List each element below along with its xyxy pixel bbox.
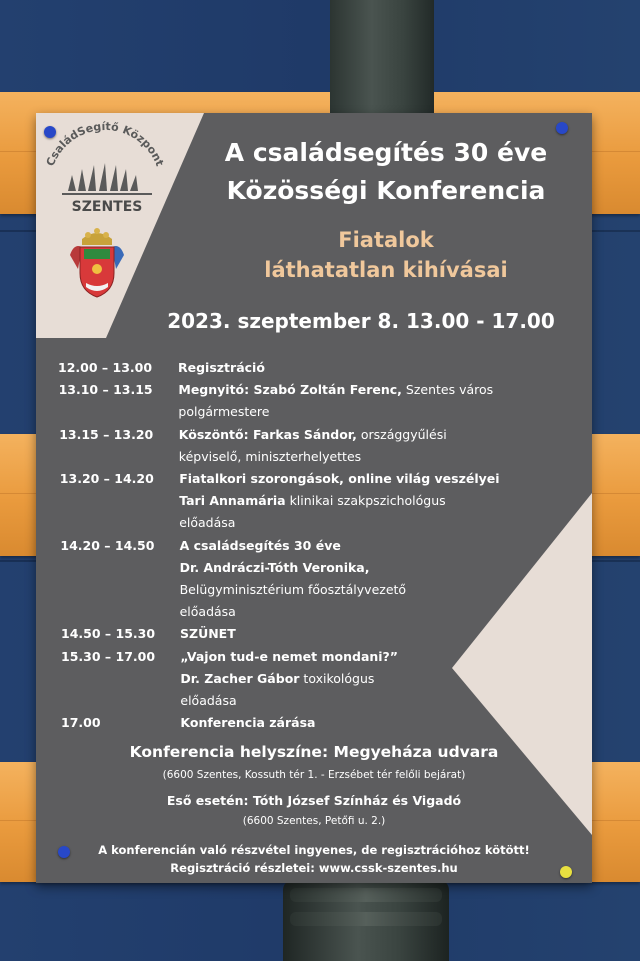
schedule-line-bold: Regisztráció [178, 360, 265, 375]
schedule-line-text: képviselő, miniszterhelyettes [178, 448, 362, 464]
venue-rain-address: (6600 Szentes, Petőfi u. 2.) [242, 815, 386, 827]
schedule-time: 17.00 [61, 715, 101, 731]
schedule-line [178, 379, 538, 401]
schedule-line [179, 424, 539, 446]
poster-title-line1: A családsegítés 30 éve [224, 138, 548, 167]
schedule-description [179, 424, 539, 468]
schedule-description [180, 646, 540, 712]
schedule-line-bold: Dr. Zacher Gábor [180, 670, 300, 686]
schedule-time: 14.50 – 15.30 [61, 626, 156, 642]
footer-registration: Regisztráció részletei: www.cssk-szentes.hu [170, 861, 458, 875]
poster-subtitle-line1: Fiatalok [338, 228, 434, 252]
push-pin-icon [44, 126, 56, 138]
push-pin-icon [556, 122, 568, 134]
venue-rain: Eső esetén: Tóth József Színház és Vigadó [166, 793, 462, 808]
schedule-time: 13.20 – 14.20 [59, 471, 154, 486]
schedule-line-text: előadása [180, 692, 237, 708]
schedule-line [180, 623, 540, 645]
event-date: 2023. szeptember 8. 13.00 - 17.00 [167, 309, 555, 333]
poster-title-line2: Közösségi Konferencia [226, 176, 546, 205]
schedule-line [180, 690, 540, 712]
pole-ring [290, 888, 442, 902]
logo-arc-text: CsaládSegítő Központ [43, 119, 167, 169]
schedule-line-bold: A családsegítés 30 éve [179, 537, 341, 553]
schedule-line [179, 512, 539, 534]
venue-main: Konferencia helyszíne: Megyeháza udvara [129, 743, 499, 761]
schedule-line-text: klinikai szakpszichológus [285, 493, 446, 508]
logo-city: SZENTES [71, 199, 143, 215]
footer-free-entry: A konferencián való részvétel ingyenes, de regisztrációhoz kötött! [98, 843, 530, 857]
schedule-line [180, 646, 540, 668]
schedule-line [178, 401, 538, 423]
venue-main-address: (6600 Szentes, Kossuth tér 1. - Erzsébet tér felőli bejárat) [162, 769, 466, 781]
schedule-line-text: országgyűlési [356, 426, 447, 442]
schedule-line [179, 446, 539, 468]
schedule-line-text: Szentes város [401, 382, 494, 398]
schedule-line-bold: Dr. Andráczi-Tóth Veronika, [179, 559, 370, 575]
schedule-line-bold: Köszöntő: Farkas Sándor, [178, 426, 357, 442]
schedule-description [180, 623, 540, 645]
schedule-line-bold: „Vajon tud-e nemet mondani?” [180, 648, 399, 664]
poster-subtitle-line2: láthatatlan kihívásai [264, 258, 508, 282]
schedule-line-bold: Megnyitó: Szabó Zoltán Ferenc, [178, 382, 402, 398]
schedule-line [180, 668, 540, 690]
push-pin-icon [560, 866, 572, 878]
schedule-line-text: polgármestere [178, 404, 270, 420]
schedule-line [180, 535, 540, 557]
schedule-time: 15.30 – 17.00 [61, 648, 156, 664]
schedule-line-text: Belügyminisztérium főosztályvezető [179, 581, 407, 597]
sunburst-icon [68, 163, 138, 191]
schedule-line [180, 579, 540, 601]
schedule-description [179, 468, 539, 534]
schedule-description [180, 535, 540, 623]
schedule-time: 13.15 – 13.20 [59, 426, 154, 442]
schedule-line-bold: Fiatalkori szorongások, online világ veszélyei [179, 471, 500, 486]
familysupport-logo [38, 115, 168, 223]
schedule-line-text: toxikológus [299, 670, 375, 686]
schedule-line-text: előadása [179, 515, 236, 530]
schedule-description [178, 357, 538, 379]
schedule-line-bold: Konferencia zárása [180, 715, 316, 731]
schedule-line [179, 468, 539, 490]
coat-of-arms-icon [68, 225, 126, 301]
schedule-line [180, 557, 540, 579]
schedule-line-text: előadása [179, 603, 236, 619]
schedule-time: 12.00 – 13.00 [58, 360, 153, 375]
schedule-line [179, 490, 539, 512]
schedule-time: 14.20 – 14.50 [60, 537, 155, 553]
schedule-line-bold: Tari Annamária [179, 493, 286, 508]
pole-ring [290, 912, 442, 926]
schedule-description [178, 379, 538, 423]
schedule-line-bold: SZÜNET [180, 626, 236, 642]
push-pin-icon [58, 846, 70, 858]
svg-text:CsaládSegítő Központ [44, 120, 167, 168]
schedule-line [180, 601, 540, 623]
schedule-line [178, 357, 538, 379]
conference-poster [36, 113, 592, 883]
schedule-time: 13.10 – 13.15 [58, 382, 153, 398]
schedule-line [180, 712, 540, 734]
schedule-description [180, 712, 540, 734]
